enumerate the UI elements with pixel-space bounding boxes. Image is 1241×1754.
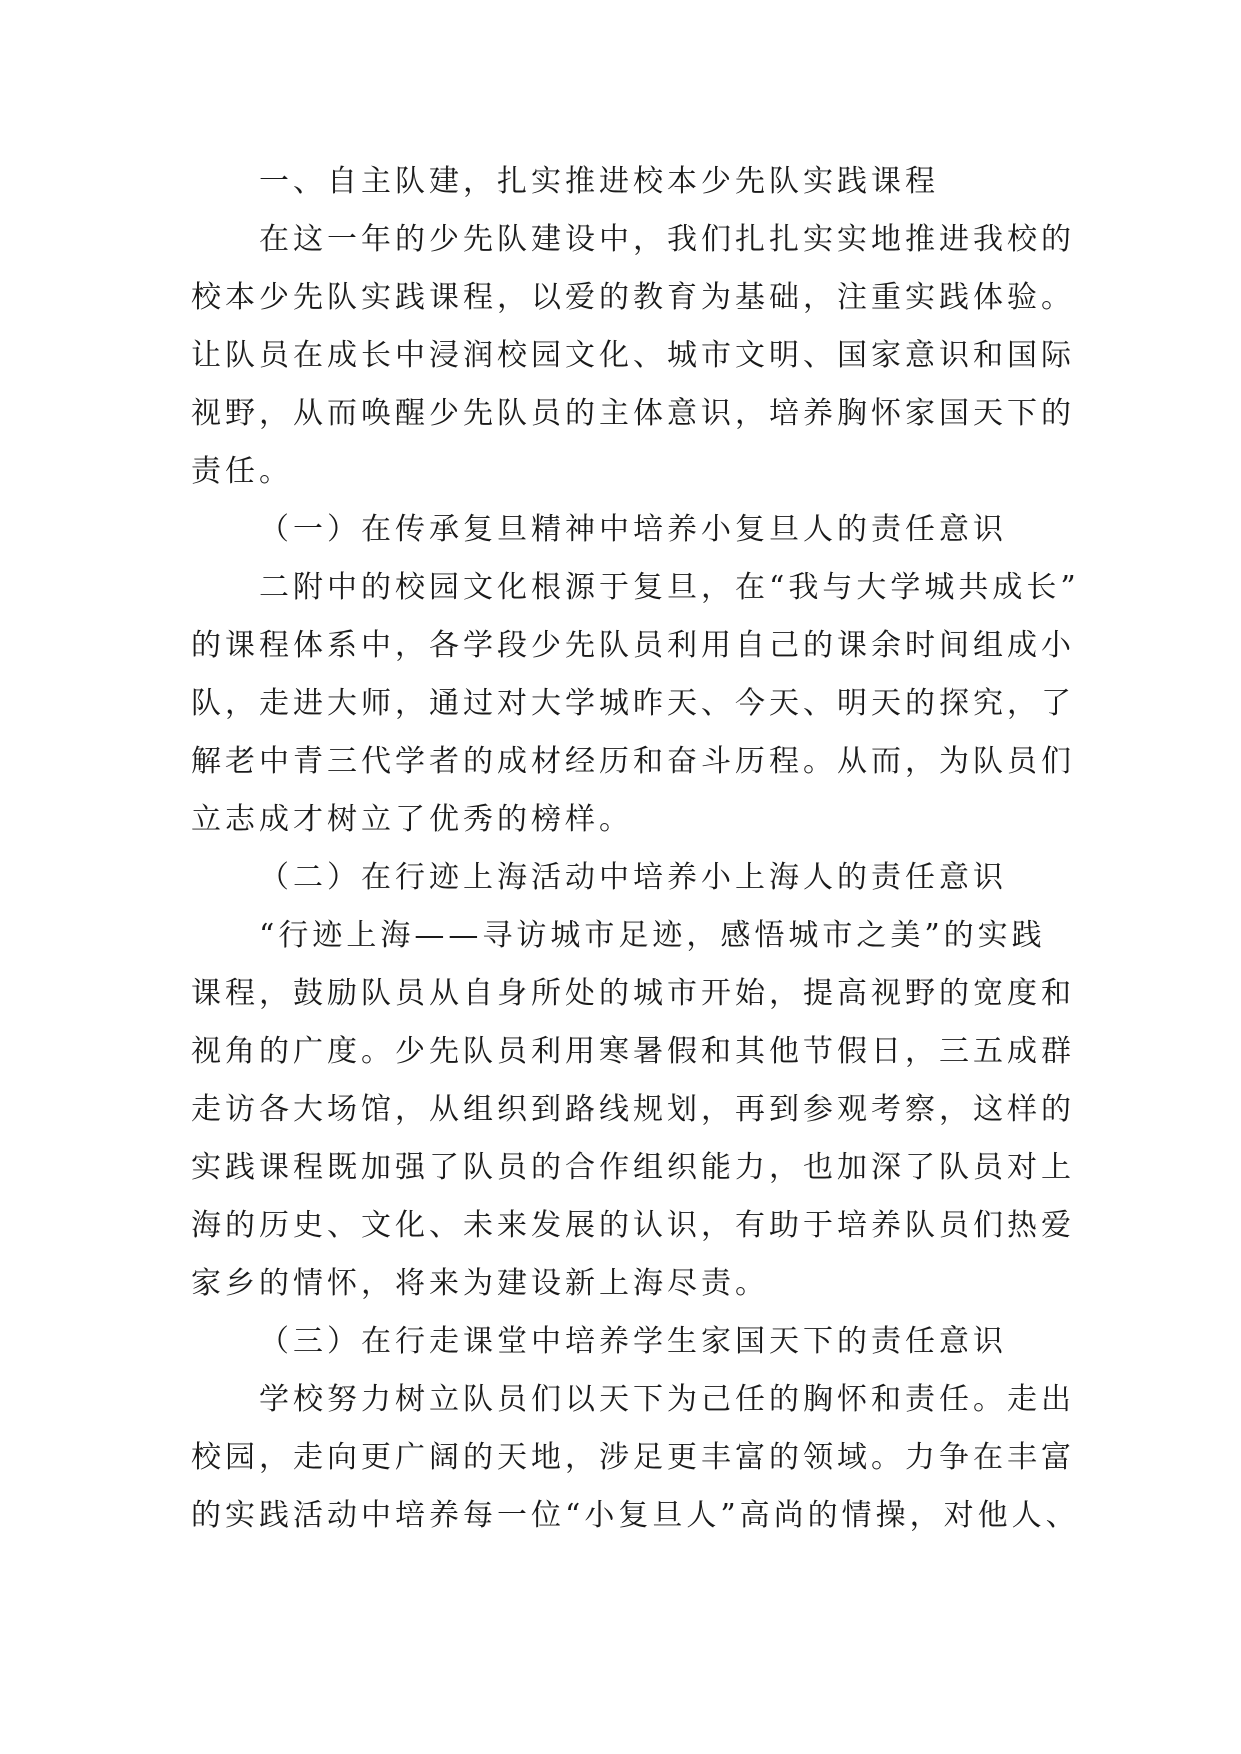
paragraph-line: 二附中的校园文化根源于复旦，在“我与大学城共成长”	[259, 570, 1080, 605]
paragraph-line: 队，走进大师，通过对大学城昨天、今天、明天的探究，了	[191, 686, 1075, 721]
paragraph-line: 视角的广度。少先队员利用寒暑假和其他节假日，三五成群	[191, 1034, 1075, 1069]
paragraph-line: 实践课程既加强了队员的合作组织能力，也加深了队员对上	[191, 1150, 1075, 1185]
paragraph-line: 的课程体系中，各学段少先队员利用自己的课余时间组成小	[191, 628, 1075, 663]
paragraph-line: 视野，从而唤醒少先队员的主体意识，培养胸怀家国天下的	[191, 396, 1075, 431]
paragraph-line: 家乡的情怀，将来为建设新上海尽责。	[191, 1266, 769, 1301]
paragraph-line: 走访各大场馆，从组织到路线规划，再到参观考察，这样的	[191, 1092, 1075, 1127]
paragraph-line: “行迹上海——寻访城市足迹，感悟城市之美”的实践	[259, 918, 1046, 953]
paragraph-line: 校本少先队实践课程，以爱的教育为基础，注重实践体验。	[191, 280, 1075, 315]
paragraph-line: 在这一年的少先队建设中，我们扎扎实实地推进我校的	[259, 222, 1075, 257]
subsection-heading-1: （一）在传承复旦精神中培养小复旦人的责任意识	[259, 512, 1007, 547]
paragraph-line: 立志成才树立了优秀的榜样。	[191, 802, 633, 837]
document-body	[191, 153, 1080, 1545]
paragraph-line: 责任。	[191, 454, 293, 489]
section-heading-1: 一、自主队建，扎实推进校本少先队实践课程	[259, 164, 939, 199]
subsection-heading-2: （二）在行迹上海活动中培养小上海人的责任意识	[259, 860, 1007, 895]
paragraph-line: 解老中青三代学者的成材经历和奋斗历程。从而，为队员们	[191, 744, 1075, 779]
paragraph-line: 海的历史、文化、未来发展的认识，有助于培养队员们热爱	[191, 1208, 1075, 1243]
paragraph-line: 课程，鼓励队员从自身所处的城市开始，提高视野的宽度和	[191, 976, 1075, 1011]
paragraph-line: 学校努力树立队员们以天下为己任的胸怀和责任。走出	[259, 1382, 1075, 1417]
subsection-heading-3: （三）在行走课堂中培养学生家国天下的责任意识	[259, 1324, 1007, 1359]
paragraph-line: 校园，走向更广阔的天地，涉足更丰富的领域。力争在丰富	[191, 1440, 1075, 1475]
paragraph-line: 的实践活动中培养每一位“小复旦人”高尚的情操，对他人、	[191, 1498, 1080, 1533]
paragraph-line: 让队员在成长中浸润校园文化、城市文明、国家意识和国际	[191, 338, 1075, 373]
